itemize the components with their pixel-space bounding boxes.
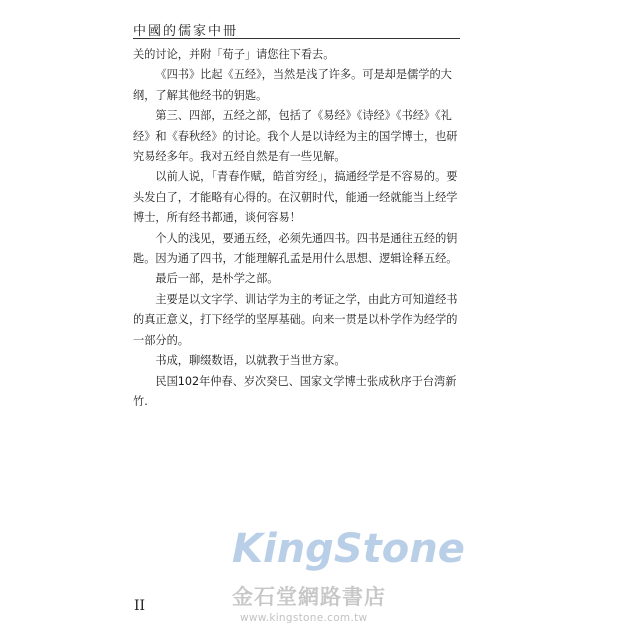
- header-rule: [133, 38, 460, 39]
- paragraph: 书成，聊缀数语，以就教于当世方家。: [155, 354, 346, 368]
- paragraph: 个人的浅见，要通五经，必须先通四书。四书是通往五经的钥匙。因为通了四书，才能理解孔孟是用什么思想、逻辑诠释五经。: [133, 231, 458, 266]
- running-header: 中國的儒家中冊: [133, 24, 239, 39]
- paragraph: 最后一部，是朴学之部。: [155, 272, 279, 286]
- paragraph: 关的讨论，并附「荀子」请您往下看去。: [133, 48, 335, 61]
- watermark-logo: KingStone: [232, 526, 465, 572]
- watermark-store-name: 金石堂網路書店: [232, 584, 386, 609]
- paragraph: 主要是以文字学、训诂学为主的考证之学，由此方可知道经书的真正意义，打下经学的坚厚基础。向来一贯是以朴学作为经学的一部分的。: [133, 292, 458, 347]
- body-text: [133, 45, 463, 412]
- page-number: II: [134, 598, 146, 614]
- paragraph: 《四书》比起《五经》，当然是浅了许多。可是却是儒学的大纲，了解其他经书的钥匙。: [133, 68, 452, 102]
- paragraph: 民国102年仲春、岁次癸巳、国家文学博士张成秋序于台湾新竹.: [133, 374, 457, 408]
- paragraph: 以前人说，「青春作赋，皓首穷经」，搞通经学是不容易的。要头发白了，才能略有心得的。在汉朝时代，能通一经就能当上经学博士，所有经书都通，谈何容易！: [133, 170, 458, 225]
- paragraph: 第三、四部，五经之部，包括了《易经》《诗经》《书经》《礼经》和《春秋经》的讨论。我个人是以诗经为主的国学博士，也研究易经多年。我对五经自然是有一些见解。: [133, 109, 458, 164]
- watermark-url: www.kingstone.com.tw: [240, 612, 368, 624]
